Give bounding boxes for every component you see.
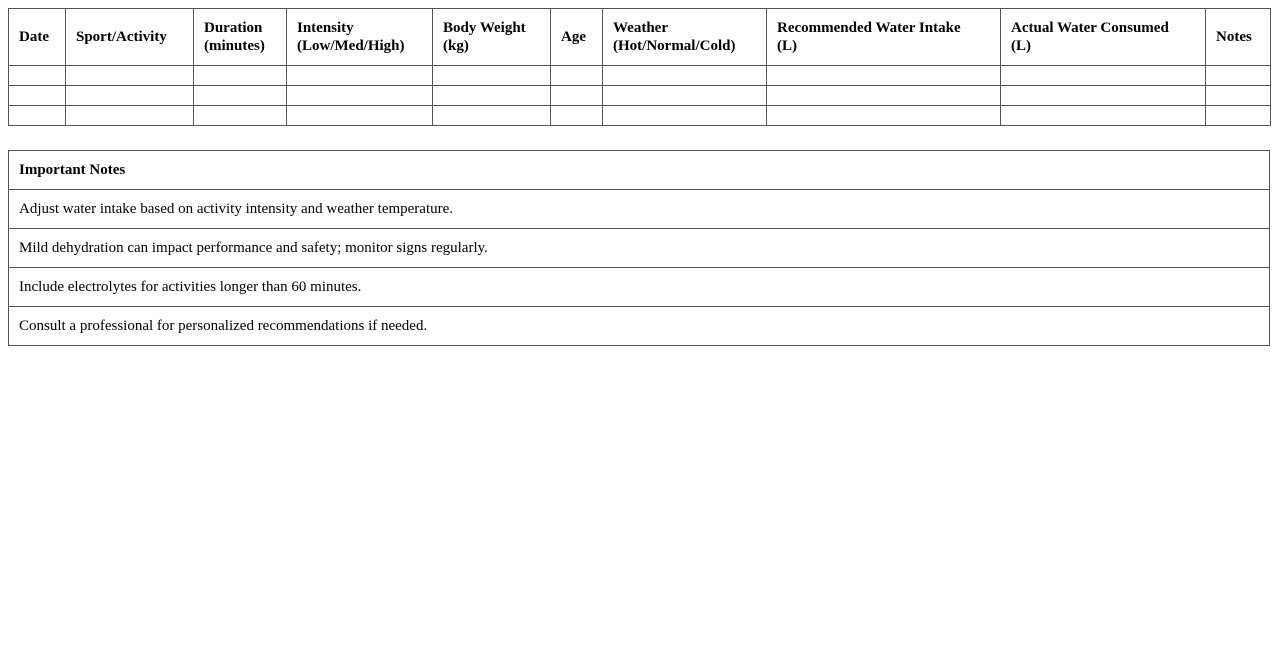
header-duration: Duration (minutes)	[194, 9, 287, 66]
header-age: Age	[551, 9, 603, 66]
header-sport-activity: Sport/Activity	[66, 9, 194, 66]
notes-header-row	[9, 151, 1270, 190]
table-cell[interactable]	[433, 106, 551, 126]
table-cell[interactable]	[551, 66, 603, 86]
header-body-weight: Body Weight (kg)	[433, 9, 551, 66]
table-cell[interactable]	[194, 66, 287, 86]
table-cell[interactable]	[9, 106, 66, 126]
list-item	[9, 190, 1270, 229]
table-cell[interactable]	[1206, 66, 1271, 86]
table-cell[interactable]	[1001, 86, 1206, 106]
table-cell[interactable]	[767, 66, 1001, 86]
table-cell[interactable]	[194, 86, 287, 106]
table-cell[interactable]	[1001, 106, 1206, 126]
header-date: Date	[9, 9, 66, 66]
table-cell[interactable]	[551, 106, 603, 126]
header-weather: Weather (Hot/Normal/Cold)	[603, 9, 767, 66]
table-cell[interactable]	[551, 86, 603, 106]
table-cell[interactable]	[287, 86, 433, 106]
table-cell[interactable]	[1206, 86, 1271, 106]
table-row	[9, 66, 1271, 86]
table-cell[interactable]	[287, 106, 433, 126]
table-cell[interactable]	[66, 86, 194, 106]
header-actual-water-consumed: Actual Water Consumed (L)	[1001, 9, 1206, 66]
table-cell[interactable]	[603, 86, 767, 106]
document-page	[8, 8, 1270, 346]
table-cell[interactable]	[287, 66, 433, 86]
important-notes-table	[8, 150, 1270, 346]
header-notes: Notes	[1206, 9, 1271, 66]
table-cell[interactable]	[194, 106, 287, 126]
table-cell[interactable]	[603, 66, 767, 86]
table-row	[9, 106, 1271, 126]
table-cell[interactable]	[767, 86, 1001, 106]
table-cell[interactable]	[433, 86, 551, 106]
list-item	[9, 268, 1270, 307]
table-row	[9, 86, 1271, 106]
table-cell[interactable]	[1001, 66, 1206, 86]
table-cell[interactable]	[9, 86, 66, 106]
header-recommended-water-intake: Recommended Water Intake (L)	[767, 9, 1001, 66]
list-item	[9, 229, 1270, 268]
header-intensity: Intensity (Low/Med/High)	[287, 9, 433, 66]
list-item	[9, 307, 1270, 346]
table-cell[interactable]	[66, 66, 194, 86]
table-header-row	[9, 9, 1271, 66]
note-text: Include electrolytes for activities longer than 60 minutes.	[9, 268, 1270, 307]
notes-title: Important Notes	[9, 151, 1270, 190]
table-cell[interactable]	[603, 106, 767, 126]
table-cell[interactable]	[9, 66, 66, 86]
table-cell[interactable]	[433, 66, 551, 86]
table-cell[interactable]	[66, 106, 194, 126]
note-text: Adjust water intake based on activity intensity and weather temperature.	[9, 190, 1270, 229]
table-cell[interactable]	[1206, 106, 1271, 126]
table-cell[interactable]	[767, 106, 1001, 126]
hydration-log-table	[8, 8, 1271, 126]
note-text: Mild dehydration can impact performance and safety; monitor signs regularly.	[9, 229, 1270, 268]
note-text: Consult a professional for personalized recommendations if needed.	[9, 307, 1270, 346]
